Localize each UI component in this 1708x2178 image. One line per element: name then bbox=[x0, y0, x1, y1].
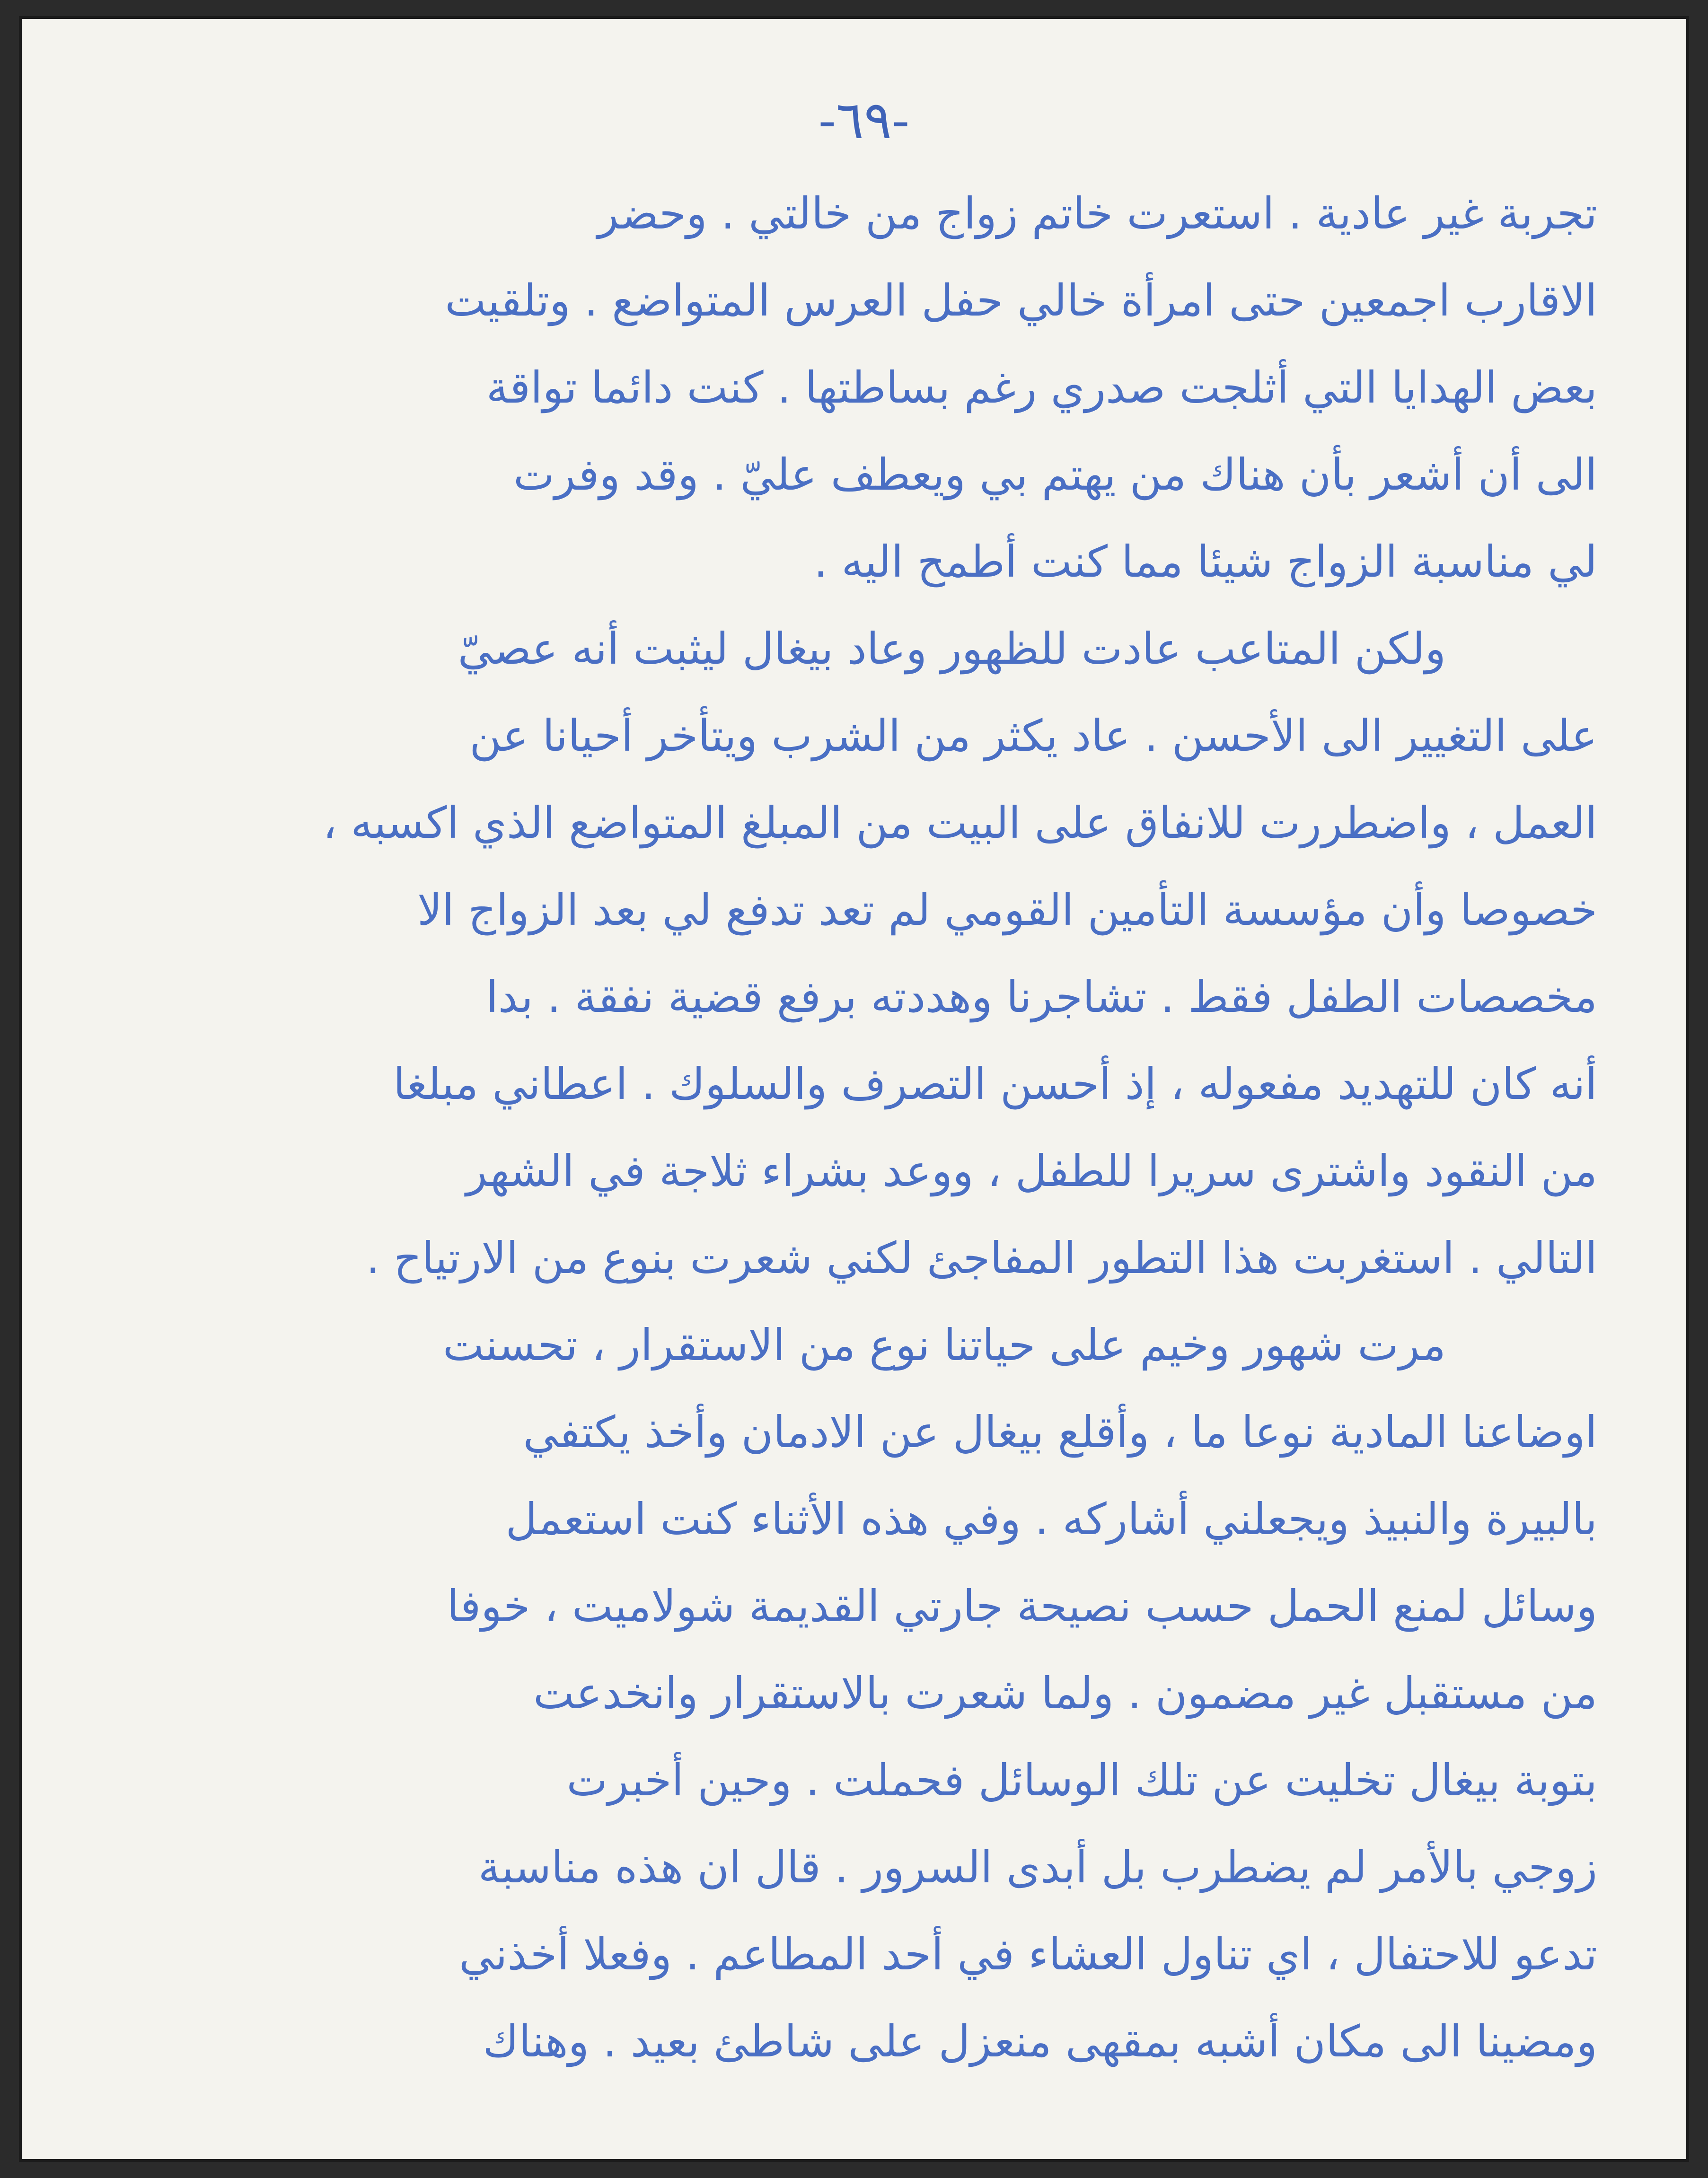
handwritten-text-block bbox=[140, 170, 1597, 2085]
text-line: وسائل لمنع الحمل حسب نصيحة جارتي القديمة شولاميت ، خوفا bbox=[447, 1581, 1597, 1632]
text-line: ومضينا الى مكان أشبه بمقهى منعزل على شاطئ بعيد . وهناك bbox=[483, 2016, 1597, 2067]
text-line: لي مناسبة الزواج شيئا مما كنت أطمح اليه . bbox=[814, 536, 1597, 587]
text-line: اوضاعنا المادية نوعا ما ، وأقلع بيغال عن الادمان وأخذ يكتفي bbox=[523, 1407, 1597, 1458]
text-line: التالي . استغربت هذا التطور المفاجئ لكني شعرت بنوع من الارتياح . bbox=[366, 1233, 1597, 1283]
text-line: ولكن المتاعب عادت للظهور وعاد بيغال ليثبت أنه عصيّ bbox=[458, 624, 1446, 674]
text-line: على التغيير الى الأحسن . عاد يكثر من الشرب ويتأخر أحيانا عن bbox=[469, 711, 1597, 761]
manuscript-page bbox=[19, 16, 1689, 2162]
text-line: من النقود واشترى سريرا للطفل ، ووعد بشراء ثلاجة في الشهر bbox=[466, 1146, 1597, 1196]
text-line: زوجي بالأمر لم يضطرب بل أبدى السرور . قال ان هذه مناسبة bbox=[478, 1842, 1597, 1893]
text-line: مخصصات الطفل فقط . تشاجرنا وهددته برفع قضية نفقة . بدا bbox=[486, 972, 1597, 1022]
page-number: -٦٩- bbox=[818, 90, 910, 150]
text-line: أنه كان للتهديد مفعوله ، إذ أحسن التصرف والسلوك . اعطاني مبلغا bbox=[393, 1059, 1597, 1109]
text-line: الى أن أشعر بأن هناك من يهتم بي ويعطف عليّ . وقد وفرت bbox=[513, 449, 1597, 500]
text-line: تدعو للاحتفال ، اي تناول العشاء في أحد المطاعم . وفعلا أخذني bbox=[459, 1929, 1597, 1980]
text-line: بالبيرة والنبيذ ويجعلني أشاركه . وفي هذه الأثناء كنت استعمل bbox=[505, 1494, 1597, 1545]
text-line: بتوبة بيغال تخليت عن تلك الوسائل فحملت . وحين أخبرت bbox=[566, 1755, 1597, 1806]
text-line: مرت شهور وخيم على حياتنا نوع من الاستقرار ، تحسنت bbox=[442, 1320, 1446, 1370]
text-line: بعض الهدايا التي أثلجت صدري رغم بساطتها . كنت دائما تواقة bbox=[486, 362, 1597, 413]
text-line: الاقارب اجمعين حتى امرأة خالي حفل العرس المتواضع . وتلقيت bbox=[445, 275, 1597, 326]
text-line: العمل ، واضطررت للانفاق على البيت من المبلغ المتواضع الذي اكسبه ، bbox=[323, 798, 1597, 848]
text-line: من مستقبل غير مضمون . ولما شعرت بالاستقرار وانخدعت bbox=[533, 1668, 1597, 1719]
text-line: تجربة غير عادية . استعرت خاتم زواج من خالتي . وحضر bbox=[597, 188, 1597, 239]
text-line: خصوصا وأن مؤسسة التأمين القومي لم تعد تدفع لي بعد الزواج الا bbox=[417, 885, 1597, 935]
